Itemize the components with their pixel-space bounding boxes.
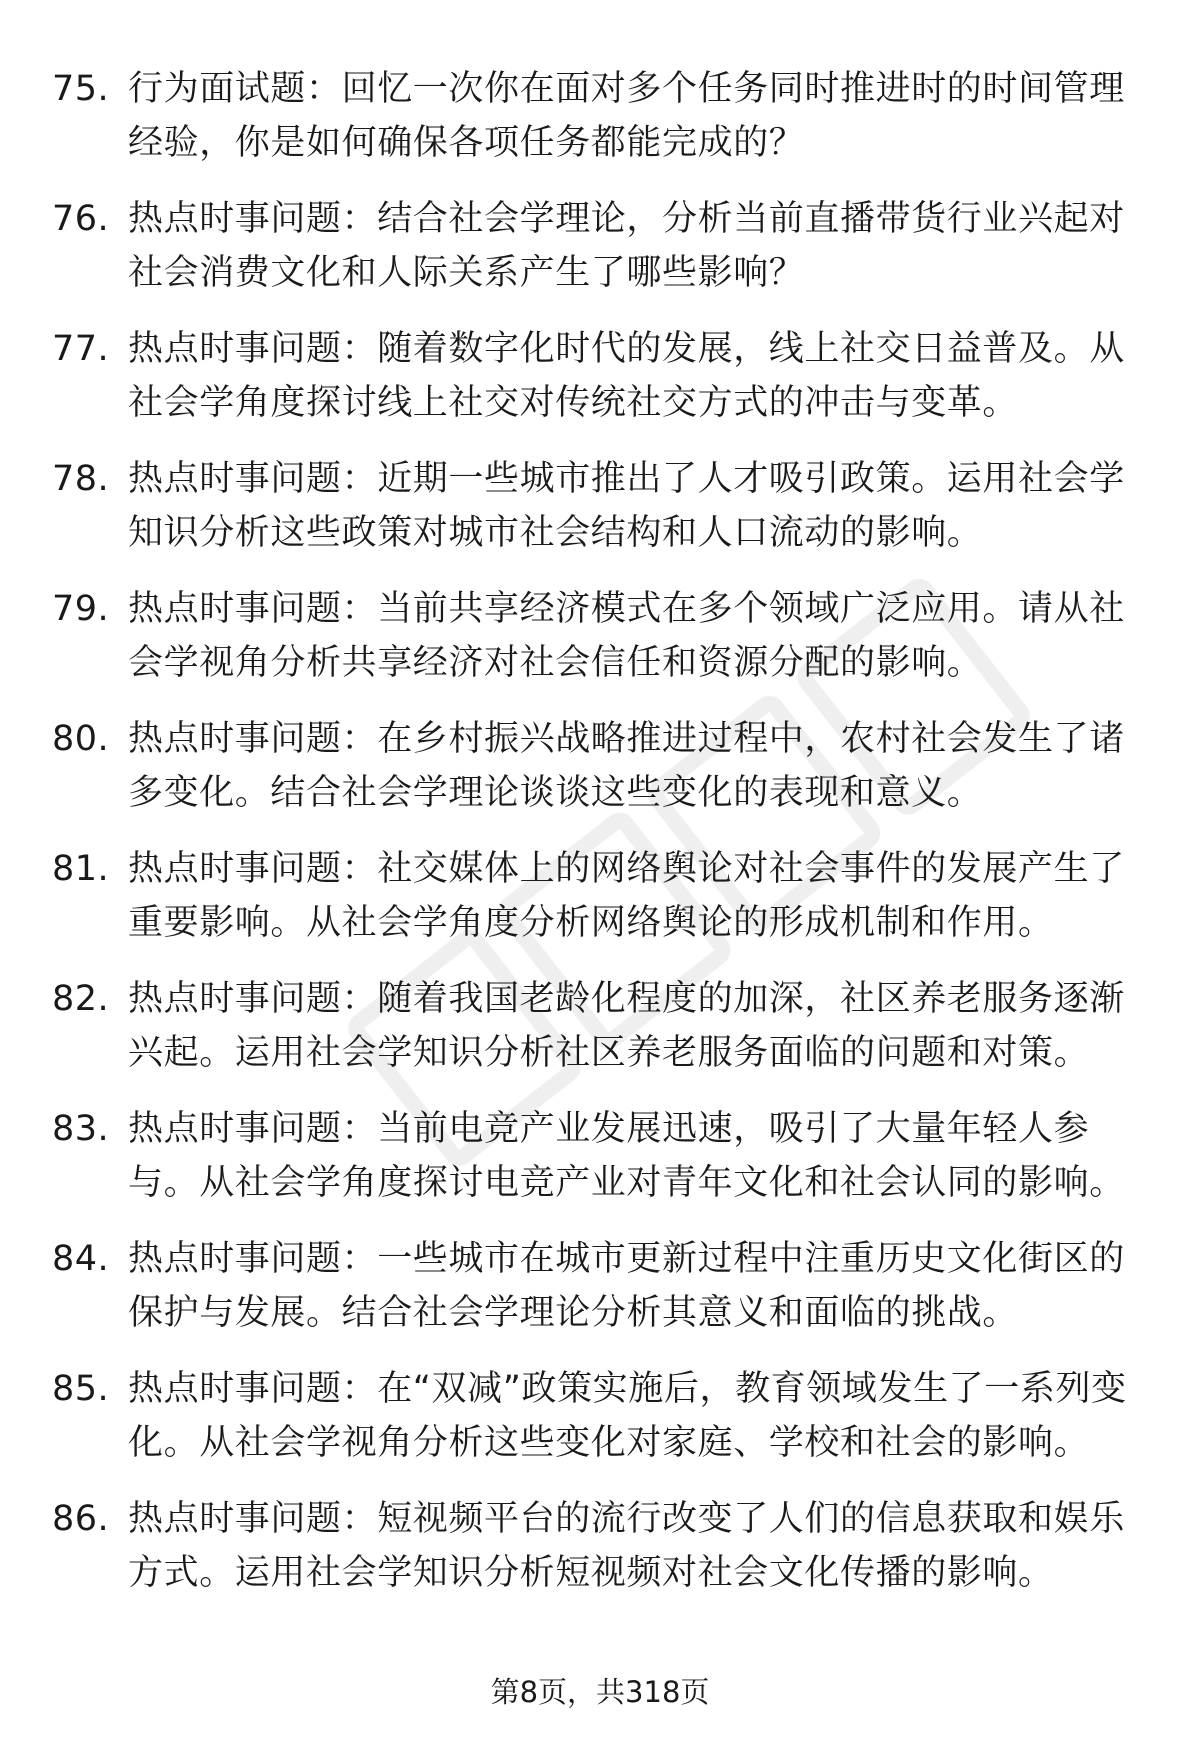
question-text: 热点时事问题：一些城市在城市更新过程中注重历史文化街区的保护与发展。结合社会学理论分析其意义和面临的挑战。 bbox=[128, 1239, 1125, 1333]
list-item bbox=[0, 836, 1200, 966]
question-text: 热点时事问题：近期一些城市推出了人才吸引政策。运用社会学知识分析这些政策对城市社会结构和人口流动的影响。 bbox=[128, 459, 1125, 553]
list-item bbox=[0, 576, 1200, 706]
list-item bbox=[0, 706, 1200, 836]
list-item bbox=[0, 316, 1200, 446]
question-text: 热点时事问题：当前共享经济模式在多个领域广泛应用。请从社会学视角分析共享经济对社会信任和资源分配的影响。 bbox=[128, 589, 1125, 683]
question-number: 84. bbox=[52, 1239, 110, 1279]
question-number: 82. bbox=[52, 979, 110, 1019]
question-list bbox=[0, 56, 1200, 1616]
question-number: 83. bbox=[52, 1109, 110, 1149]
question-number: 80. bbox=[52, 719, 110, 759]
question-number: 77. bbox=[52, 329, 110, 369]
question-text: 热点时事问题：当前电竞产业发展迅速，吸引了大量年轻人参与。从社会学角度探讨电竞产业对青年文化和社会认同的影响。 bbox=[128, 1109, 1125, 1203]
page-footer: 第8页，共318页 bbox=[490, 1675, 710, 1709]
question-number: 86. bbox=[52, 1499, 110, 1539]
list-item bbox=[0, 1356, 1200, 1486]
question-text: 热点时事问题：随着我国老龄化程度的加深，社区养老服务逐渐兴起。运用社会学知识分析社区养老服务面临的问题和对策。 bbox=[128, 979, 1125, 1073]
list-item bbox=[0, 56, 1200, 186]
question-text: 热点时事问题：结合社会学理论，分析当前直播带货行业兴起对社会消费文化和人际关系产生了哪些影响？ bbox=[128, 199, 1125, 293]
question-number: 75. bbox=[52, 69, 110, 109]
list-item bbox=[0, 446, 1200, 576]
question-text: 热点时事问题：在“双减”政策实施后，教育领域发生了一系列变化。从社会学视角分析这些变化对家庭、学校和社会的影响。 bbox=[128, 1369, 1127, 1463]
question-number: 78. bbox=[52, 459, 110, 499]
list-item bbox=[0, 1226, 1200, 1356]
question-number: 76. bbox=[52, 199, 110, 239]
question-text: 行为面试题：回忆一次你在面对多个任务同时推进时的时间管理经验，你是如何确保各项任务都能完成的？ bbox=[128, 69, 1125, 163]
question-text: 热点时事问题：在乡村振兴战略推进过程中，农村社会发生了诸多变化。结合社会学理论谈谈这些变化的表现和意义。 bbox=[128, 719, 1125, 813]
question-text: 热点时事问题：社交媒体上的网络舆论对社会事件的发展产生了重要影响。从社会学角度分析网络舆论的形成机制和作用。 bbox=[128, 849, 1125, 943]
list-item bbox=[0, 1096, 1200, 1226]
question-number: 81. bbox=[52, 849, 110, 889]
question-text: 热点时事问题：随着数字化时代的发展，线上社交日益普及。从社会学角度探讨线上社交对传统社交方式的冲击与变革。 bbox=[128, 329, 1125, 423]
question-text: 热点时事问题：短视频平台的流行改变了人们的信息获取和娱乐方式。运用社会学知识分析短视频对社会文化传播的影响。 bbox=[128, 1499, 1125, 1593]
question-number: 79. bbox=[52, 589, 110, 629]
list-item bbox=[0, 186, 1200, 316]
list-item bbox=[0, 1486, 1200, 1616]
question-number: 85. bbox=[52, 1369, 110, 1409]
list-item bbox=[0, 966, 1200, 1096]
